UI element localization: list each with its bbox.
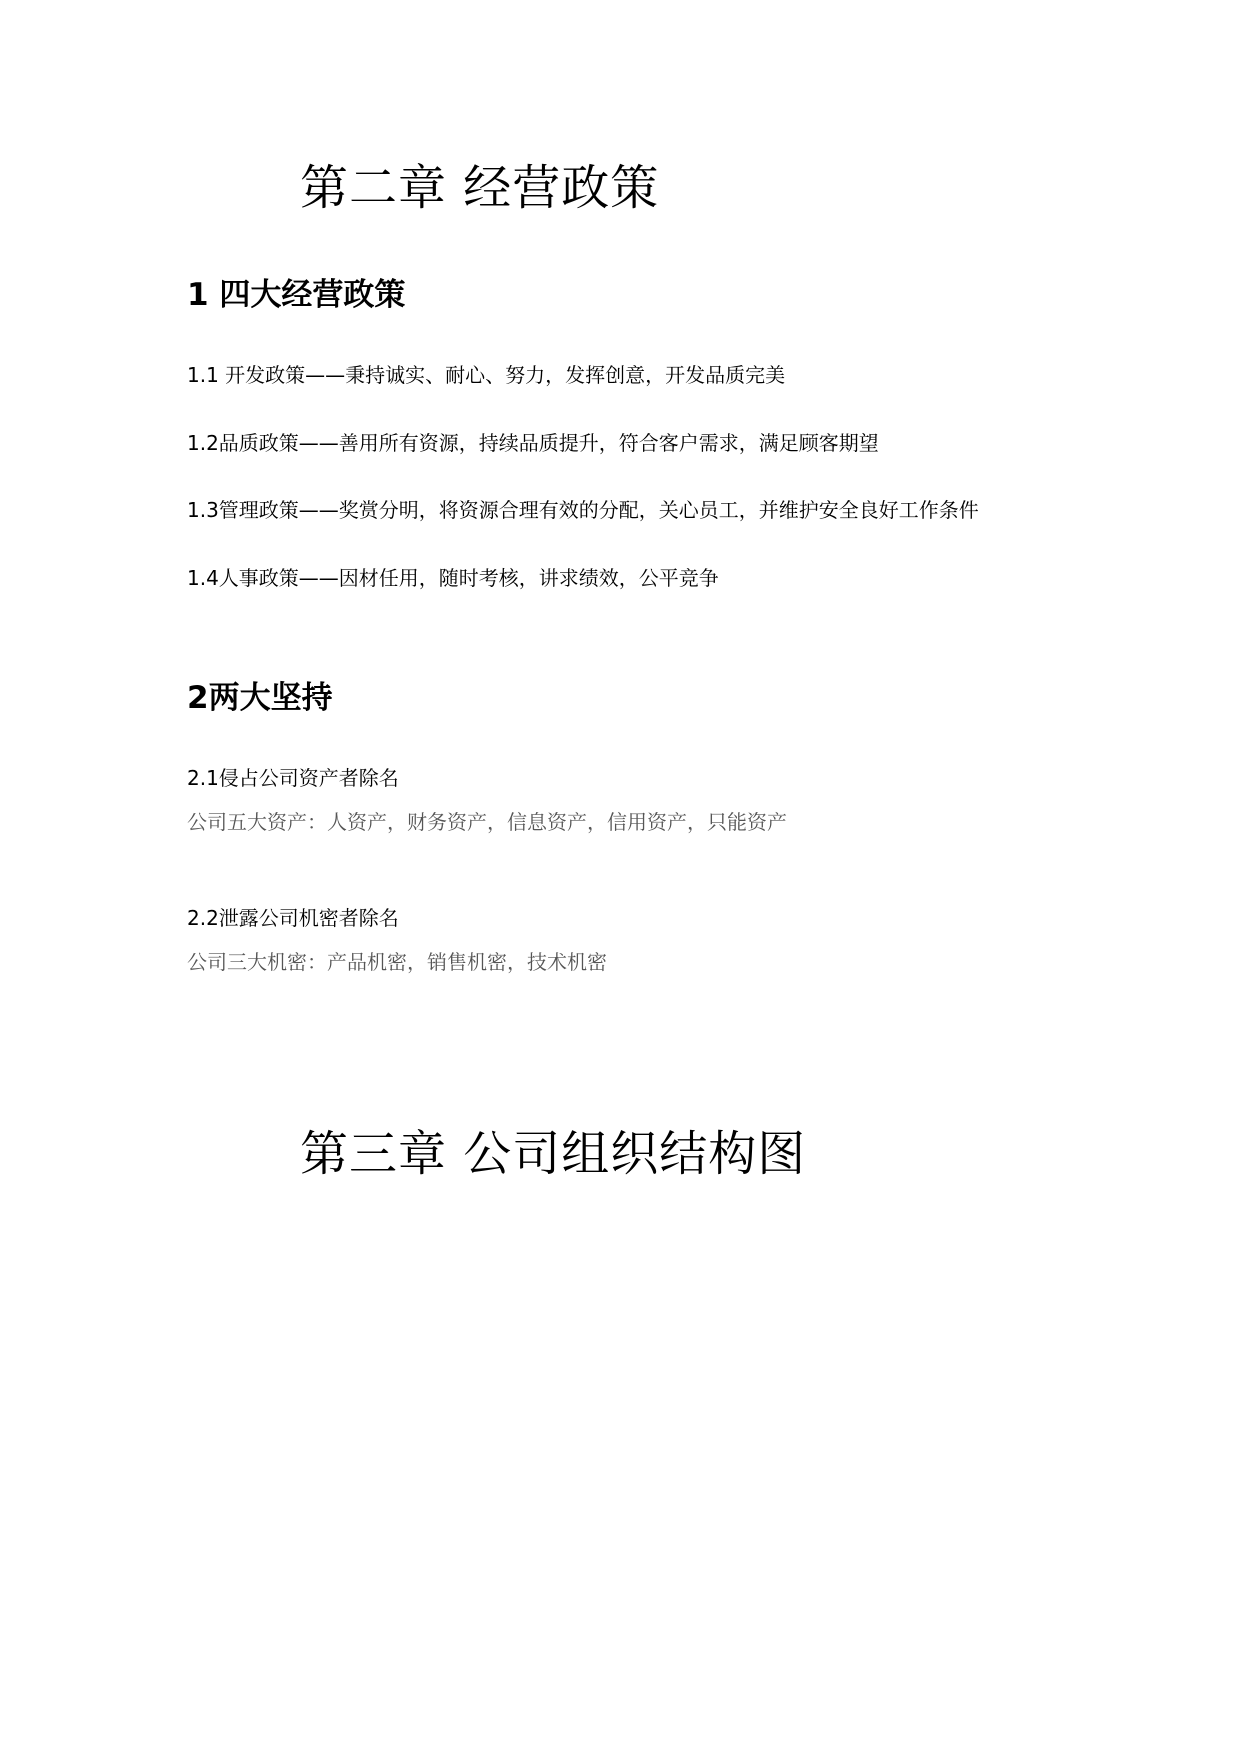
policy-line-management: 1.3管理政策——奖赏分明，将资源合理有效的分配，关心员工，并维护安全良好工作条件 <box>187 498 979 522</box>
policy-line-development: 1.1 开发政策——秉持诚实、耐心、努力，发挥创意，开发品质完美 <box>187 363 786 387</box>
persistence-item-note: 公司三大机密：产品机密，销售机密，技术机密 <box>187 950 607 974</box>
policy-line-quality: 1.2品质政策——善用所有资源，持续品质提升，符合客户需求，满足顾客期望 <box>187 431 879 455</box>
persistence-item-title: 2.1侵占公司资产者除名 <box>187 766 399 790</box>
section-1-heading: 1 四大经营政策 <box>187 277 406 313</box>
persistence-item-note: 公司五大资产：人资产，财务资产，信息资产，信用资产，只能资产 <box>187 810 787 834</box>
policy-line-personnel: 1.4人事政策——因材任用，随时考核，讲求绩效，公平竞争 <box>187 566 719 590</box>
section-2-heading: 2两大坚持 <box>187 680 333 716</box>
chapter-2-title: 第二章 经营政策 <box>300 160 660 216</box>
chapter-3-title: 第三章 公司组织结构图 <box>300 1126 807 1182</box>
persistence-item-title: 2.2泄露公司机密者除名 <box>187 906 399 930</box>
